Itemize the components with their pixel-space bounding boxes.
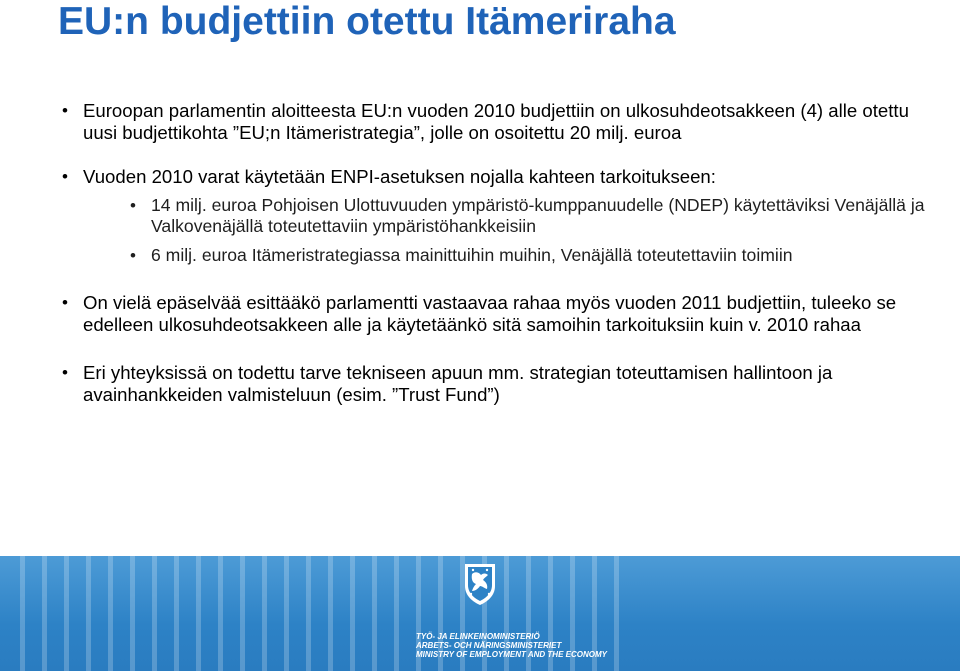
bullet-text: Vuoden 2010 varat käytetään ENPI-asetuksen nojalla kahteen tarkoitukseen:: [83, 166, 716, 187]
bullet-list: [62, 100, 942, 406]
bullet-dot-icon: •: [62, 101, 68, 120]
bullet-dot-icon: •: [62, 167, 68, 186]
bullet-text: On vielä epäselvää esittääkö parlamentti vastaavaa rahaa myös vuoden 2011 budjettiin, tuleeko se edelleen ulkosuhdeotsakkeen alle ja käytetäänkö sitä samoihin tarkoituksiin kuin v. 2010 rahaa: [83, 292, 897, 335]
bullet-dot-icon: •: [62, 363, 68, 382]
bullet-item-4: [62, 362, 942, 406]
bullet-dot-icon: •: [62, 293, 68, 312]
sub-bullet-item-2: [83, 245, 942, 266]
sub-bullet-item-1: [83, 195, 942, 237]
sub-bullet-dot-icon: •: [130, 196, 136, 215]
ministry-name-en: MINISTRY OF EMPLOYMENT AND THE ECONOMY: [416, 650, 607, 659]
sub-bullet-text: 14 milj. euroa Pohjoisen Ulottuvuuden ympäristö-kumppanuudelle (NDEP) käytettäviksi Venäjällä ja Valkovenäjällä toteutettaviin ympäristöhankkeisiin: [151, 195, 925, 236]
bullet-item-2: [62, 166, 942, 266]
sub-bullet-text: 6 milj. euroa Itämeristrategiassa mainittuihin muihin, Venäjällä toteutettaviin toimiin: [151, 245, 793, 265]
bullet-text: Euroopan parlamentin aloitteesta EU:n vuoden 2010 budjettiin on ulkosuhdeotsakkeen (4) alle otettu uusi budjettikohta ”EU;n Itämeristrategia”, jolle on osoitettu 20 milj. euroa: [83, 100, 909, 143]
ministry-name-fi: TYÖ- JA ELINKEINOMINISTERIÖ: [416, 632, 540, 641]
sub-bullet-list: [83, 195, 942, 266]
bullet-item-3: [62, 292, 942, 336]
bullet-item-1: [62, 100, 942, 144]
ministry-name-block: [416, 632, 607, 659]
bullet-text: Eri yhteyksissä on todettu tarve tekniseen apuun mm. strategian toteuttamisen hallintoon ja avainhankkeiden valmisteluun (esim. ”Trust Fund”): [83, 362, 833, 405]
ministry-name-sv: ARBETS- OCH NÄRINGSMINISTERIET: [416, 641, 562, 650]
slide-title: EU:n budjettiin otettu Itämeriraha: [58, 0, 676, 43]
sub-bullet-dot-icon: •: [130, 246, 136, 265]
footer-bar: [0, 556, 960, 671]
finnish-lion-emblem-icon: [462, 562, 498, 606]
